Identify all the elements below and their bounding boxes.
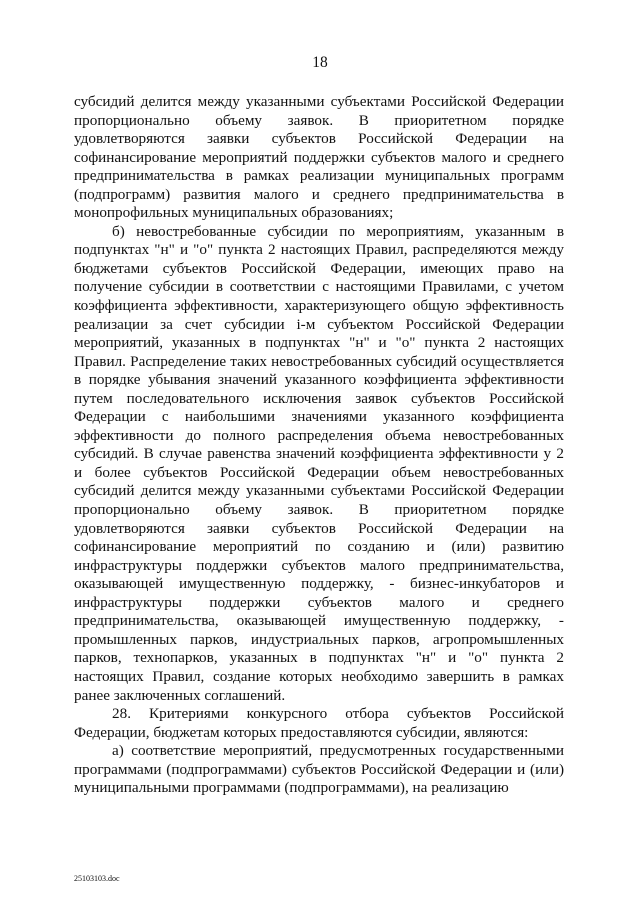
paragraph-continuation: субсидий делится между указанными субъектами Российской Федерации пропорционально объему заявок. В приоритетном порядке удовлетворяются заявки субъектов Российской Федерации на софинансирование мероприятий поддержки субъектов малого и среднего предпринимательства в рамках реализации муниципальных программ (подпрограмм) развития малого и среднего предпринимательства в монопрофильных муниципальных образованиях; bbox=[74, 93, 564, 222]
page-number: 18 bbox=[312, 54, 328, 71]
paragraph-subitem-a: а) соответствие мероприятий, предусмотренных государственными программами (подпрограммами) субъектов Российской Федерации и (или) муниципальными программами (подпрограммами), на реализацию bbox=[74, 742, 564, 797]
paragraph-subitem-b: б) невостребованные субсидии по мероприятиям, указанным в подпунктах "н" и "о" пункта 2 настоящих Правил, распределяются между бюджетами субъектов Российской Федерации, имеющих право на получение субсидии в соответствии с настоящими Правилами, с учетом коэффициента эффективности, характеризующего общую эффективность реализации за счет субсидии i-м субъектом Российской Федерации мероприятий, указанных в подпунктах "н" и "о" пункта 2 настоящих Правил. Распределение таких невостребованных субсидий осуществляется в порядке убывания значений указанного коэффициента эффективности путем последовательного исключения заявок субъектов Российской Федерации с наибольшими значениями указанного коэффициента эффективности до полного распределения объема невостребованных субсидий. В случае равенства значений коэффициента эффективности у 2 и более субъектов Российской Федерации объем невостребованных субсидий делится между указанными субъектами Российской Федерации пропорционально объему заявок. В приоритетном порядке удовлетворяются заявки субъектов Российской Федерации на софинансирование мероприятий по созданию и (или) развитию инфраструктуры поддержки субъектов малого предпринимательства, оказывающей имущественную поддержку, - бизнес-инкубаторов и инфраструктуры поддержки субъектов малого и среднего предпринимательства, оказывающей имущественную поддержку, - промышленных парков, индустриальных парков, агропромышленных парков, технопарков, указанных в подпунктах "н" и "о" пункта 2 настоящих Правил, создание которых необходимо завершить в рамках ранее заключенных соглашений. bbox=[74, 222, 564, 704]
footer-filename: 25103103.doc bbox=[74, 874, 120, 883]
paragraph-clause-28: 28. Критериями конкурсного отбора субъектов Российской Федерации, бюджетам которых предоставляются субсидии, являются: bbox=[74, 705, 564, 741]
body-text bbox=[74, 93, 564, 798]
